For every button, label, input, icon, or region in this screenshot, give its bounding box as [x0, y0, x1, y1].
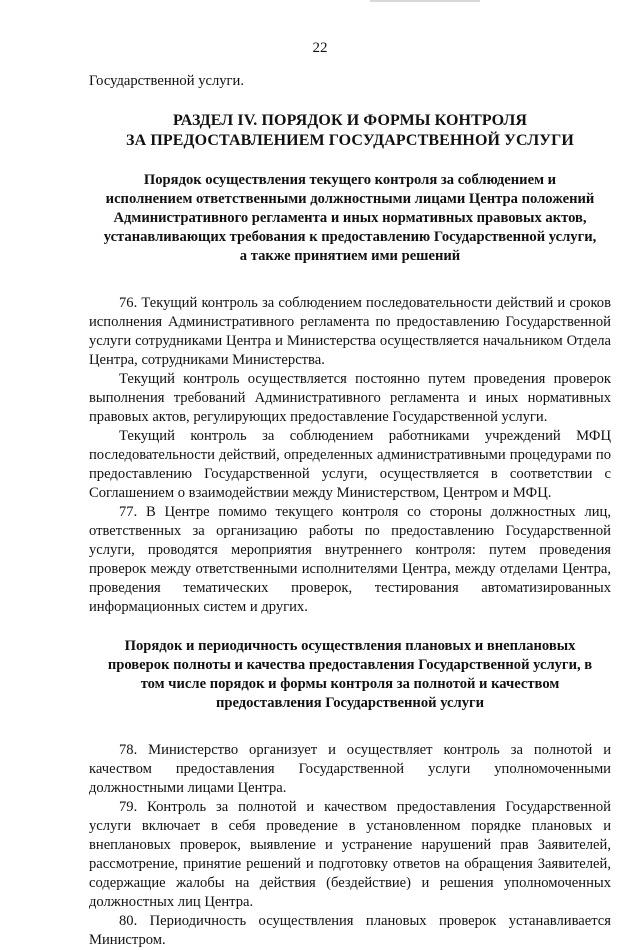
subsection-1-title [89, 171, 611, 266]
paragraph-76-mfc: Текущий контроль за соблюдением работниками учреждений МФЦ последовательности действий, определенных административными процедурами по предоставлению Государственной услуги, осуществляется в соответствии с Соглашением о взаимодействии между Министерством, Центром и МФЦ. [89, 428, 611, 501]
subsection-title-line: проверок полноты и качества предоставления Государственной услуги, в [107, 657, 593, 673]
subsection-title-line: предоставления Государственной услуги [215, 695, 485, 711]
scan-artifact [370, 0, 480, 2]
page-content [89, 72, 611, 950]
subsection-2-title [89, 637, 611, 713]
subsection-title-line: Порядок осуществления текущего контроля за соблюдением и [143, 172, 557, 188]
paragraph-77: 77. В Центре помимо текущего контроля со стороны должностных лиц, ответственных за организацию работы по предоставлению Государственной услуги, проводятся мероприятия внутреннего контроля: путем проведения проверок между ответственными исполнителями Центра, между отделами Центра, проведения тематических проверок, тестирования автоматизированных информационных систем и других. [89, 504, 611, 615]
subsection-title-line: а также принятием ими решений [239, 248, 461, 264]
paragraph-78: 78. Министерство организует и осуществляет контроль за полнотой и качеством предоставления Государственной услуги уполномоченными должностными лицами Центра. [89, 742, 611, 796]
subsection-title-line: устанавливающих требования к предоставлению Государственной услуги, [103, 229, 597, 245]
intro-text: Государственной услуги. [89, 73, 244, 89]
subsection-title-line: Административного регламента и иных нормативных правовых актов, [113, 210, 587, 226]
subsection-title-line: исполнением ответственными должностными лицами Центра положений [105, 191, 595, 207]
paragraph-79: 79. Контроль за полнотой и качеством предоставления Государственной услуги включает в себя проведение в установленном порядке плановых и внеплановых проверок, выявление и устранение нарушений прав Заявителей, рассмотрение, принятие решений и подготовку ответов на обращения Заявителей, содержащие жалобы на действия (бездействие) и решения уполномоченных должностных лиц Центра. [89, 799, 611, 910]
section-title-line: РАЗДЕЛ IV. ПОРЯДОК И ФОРМЫ КОНТРОЛЯ [172, 112, 528, 129]
spacer [89, 713, 611, 741]
section-title-line: ЗА ПРЕДОСТАВЛЕНИЕМ ГОСУДАРСТВЕННОЙ УСЛУГИ [126, 132, 574, 149]
paragraph-76-continued: Текущий контроль осуществляется постоянно путем проведения проверок выполнения требований Административного регламента и иных нормативных правовых актов, регулирующих предоставление Государственной услуги. [89, 371, 611, 425]
subsection-title-line: Порядок и периодичность осуществления плановых и внеплановых [124, 638, 576, 654]
section-title [89, 111, 611, 151]
spacer [89, 266, 611, 294]
subsection-title-line: том числе порядок и формы контроля за полнотой и качеством [140, 676, 560, 692]
paragraph-76: 76. Текущий контроль за соблюдением последовательности действий и сроков исполнения Административного регламента по предоставлению Государственной услуги сотрудниками Центра и Министерства осуществляется начальником Отдела Центра, сотрудниками Министерства. [89, 295, 611, 368]
page-number: 22 [312, 40, 328, 56]
paragraph-80: 80. Периодичность осуществления плановых проверок устанавливается Министром. [89, 913, 611, 948]
